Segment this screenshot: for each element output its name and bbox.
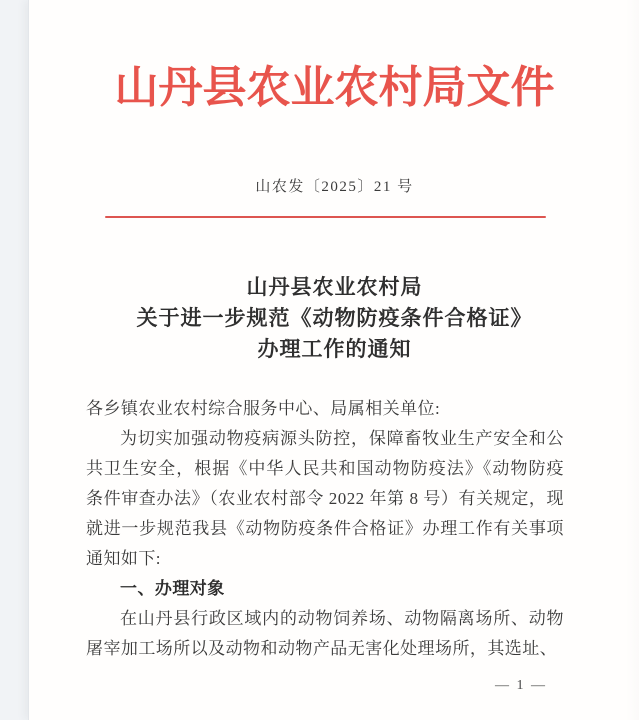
red-divider-line [105,216,546,218]
document-number: 山农发〔2025〕21 号 [255,179,414,195]
page-number: — 1 — [495,678,547,693]
title-line-2: 关于进一步规范《动物防疫条件合格证》 [136,306,533,330]
intro-paragraph: 为切实加强动物疫病源头防控，保障畜牧业生产安全和公共卫生安全，根据《中华人民共和国动物防疫法》《动物防疫条件审查办法》（农业农村部令 2022 年第 8 号）有关规定，现就进一步规范我县《动物防疫条件合格证》办理工作有关事项通知如下: [86,429,564,568]
title-line-1: 山丹县农业农村局 [246,275,423,299]
salutation: 各乡镇农业农村综合服务中心、局属相关单位: [86,399,441,418]
title-line-3: 办理工作的通知 [257,337,412,361]
scope-paragraph: 在山丹县行政区域内的动物饲养场、动物隔离场所、动物屠宰加工场所以及动物和动物产品无害化处理场所，其选址、 [86,609,564,658]
document-body [86,394,564,664]
red-header-title: 山丹县农业农村局文件 [114,63,555,112]
section-heading: 一、办理对象 [120,579,225,598]
document-page [28,0,639,720]
document-title [29,272,639,365]
